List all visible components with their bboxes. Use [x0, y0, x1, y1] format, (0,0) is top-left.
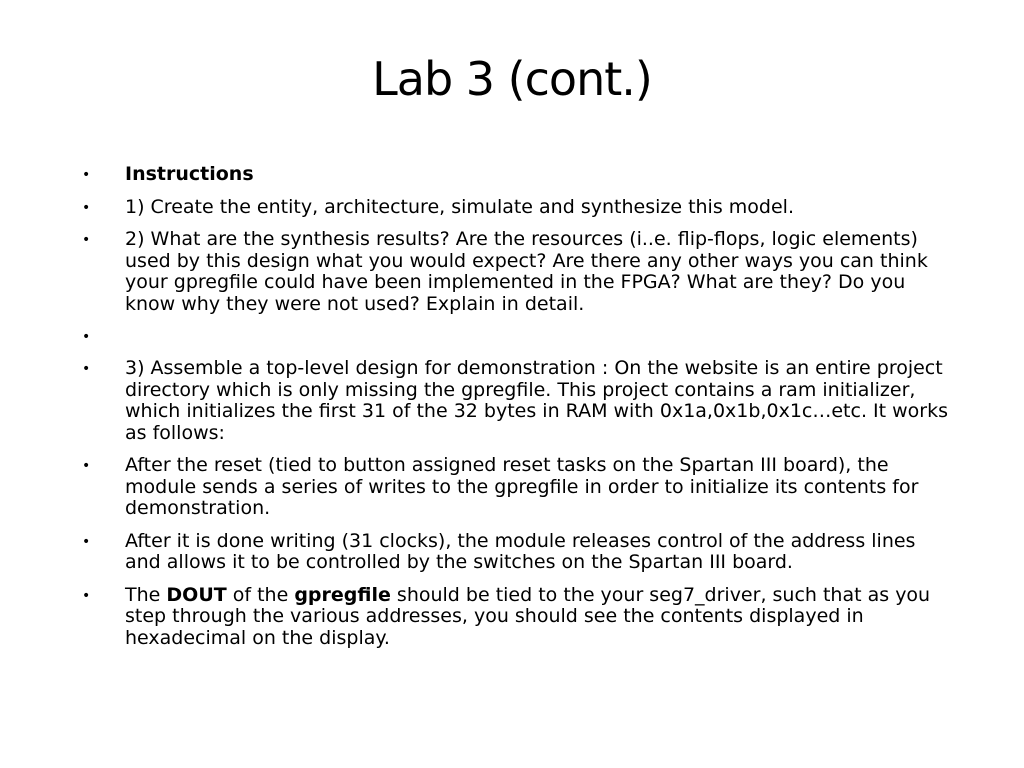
bullet-text: 3) Assemble a top-level design for demonstration : On the website is an entire project directory which is only missing the gpregfile. This project contains a ram initializer, which initializes the first 31 of the 32 bytes in RAM with 0x1a,0x1b,0x1c…etc. It works as follows: [125, 357, 948, 444]
bullet-text-gpregfile: gpregfile [294, 583, 391, 606]
bullet-item-after-reset [82, 455, 952, 520]
bullet-icon: • [82, 458, 91, 474]
bullet-text-dout: DOUT [166, 583, 227, 606]
bullet-item-step-1 [82, 197, 952, 219]
bullet-text: After the reset (tied to button assigned reset tasks on the Spartan III board), the module sends a series of writes to the gpregfile in order to initialize its contents for demonstration. [125, 454, 919, 519]
bullet-text-tail: should be tied to the your seg7_driver, such that as you step through the various addresses, you should see the contents displayed in hexadecimal on the display. [125, 583, 931, 649]
bullet-item-step-3 [82, 358, 952, 444]
bullet-icon: • [82, 533, 91, 550]
bullet-icon: • [82, 232, 91, 248]
bullet-item-dout [82, 585, 952, 650]
bullet-list [82, 164, 952, 660]
bullet-text: After it is done writing (31 clocks), the module releases control of the address lines and allows it to be controlled by the switches on the Spartan III board. [125, 529, 916, 573]
bullet-icon: • [82, 167, 91, 183]
slide-title: Lab 3 (cont.) [372, 52, 652, 106]
bullet-icon: • [82, 199, 91, 216]
bullet-icon: • [82, 361, 91, 377]
bullet-icon: • [82, 587, 91, 604]
bullet-item-after-writing [82, 531, 952, 574]
bullet-text-mid: of the [226, 583, 295, 606]
bullet-item-step-2 [82, 229, 952, 315]
bullet-text: 1) Create the entity, architecture, simulate and synthesize this model. [125, 195, 794, 218]
bullet-text: Instructions [125, 163, 254, 185]
bullet-item-empty [82, 326, 952, 347]
bullet-item-instructions [82, 164, 952, 186]
bullet-text-lead: The [125, 583, 167, 606]
bullet-icon: • [82, 329, 91, 345]
bullet-text: 2) What are the synthesis results? Are the resources (i..e. flip-flops, logic elements) used by this design what you would expect? Are there any other ways you can think your gpregfile could have been implemented in the FPGA? What are they? Do you know why they were not used? Explain in detail. [125, 228, 928, 315]
